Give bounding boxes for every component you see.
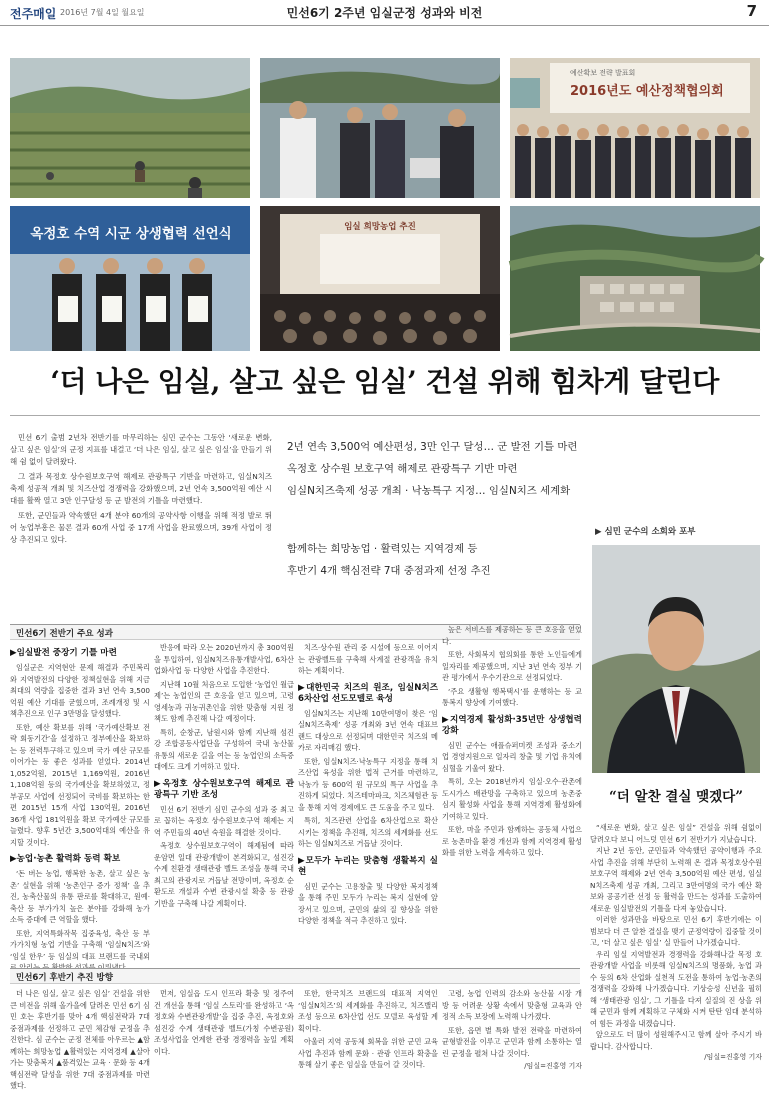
article-paragraph: 심민 군수는 애플슈퍼미켓 조성과 중소기업 경영지원으로 일자리 창출 및 기업 유치에 심혈을 기울여 왔다.: [442, 740, 582, 773]
photo-budget-conference: [510, 58, 760, 198]
article-paragraph: 임실N치즈는 지난해 10만여명이 찾은 ‘임실N치즈축제’ 성공 개최와 3년 연속 대표브랜드 대상으로 선정되며 대한민국 치즈의 메카로 자리매김 했다.: [298, 708, 438, 752]
article-paragraph: 또한, 임실N치즈·낙농특구 지정을 통해 치즈산업 육성을 위한 법적 근거를 마련하고, 낙농가 등 600억 원 규모의 특구 사업을 추진하게 되었다. 치즈테마파크, 치즈체험관 등을 통해 지역 경제에도 큰 도움을 주고 있다.: [298, 756, 438, 812]
article-paragraph: 특히, 순창군, 남원시와 함께 지난해 섬진강 조합공동사업단을 구성하여 국내 농산물 유통의 새로운 길을 여는 등 농업인의 소득증대에도 크게 기여하고 있다.: [154, 727, 294, 771]
section-heading: ▶농업·농촌 활력화 동력 확보: [10, 854, 121, 864]
article-column-3: [298, 642, 438, 962]
article-paragraph: 치즈·상수원 관리 중 시설에 등으로 이어지는 관광벨트를 구축해 사계절 관광객을 유치하는 계획이다.: [298, 643, 438, 675]
direction-column-2: [154, 988, 294, 1094]
photo-seminar-hall: [260, 206, 500, 351]
quote-paragraph: 우리 임실 지역발전과 경쟁력을 강화해나갈 목정 호관광개발 사업을 비롯해 임실N치즈의 명품화, 농업 과수 등의 6차 산업화 실천적 도전을 통하여 농업·농촌의 경쟁력을 강화해 나가겠습니다. 기상승성 신년을 필히 해 ‘생태관광 임실’, 그 기틀을 다져 실질의 진 상을 위해 군민과 함께 계획하고 구체화 시켜 탄탄 임대 분석하여 힘든 과정을 내겠습니다.: [590, 949, 762, 1028]
masthead: 전주매일: [10, 7, 57, 21]
budget-banner-small: 예산확보 전략 발표회: [570, 69, 636, 77]
aerial-view-image: [510, 206, 760, 351]
article-paragraph: 먼저, 임실읍 도시 인프라 확충 및 정주여건 개선을 통해 ‘임실 스토리’를 완성하고 ‘옥정호와 수변관광개발’을 집중 추진, 옥정호와 섬진강 수계 생태관광 벨트(가칭 수변공원) 조성사업을 연계한 관광 경쟁력을 높일 계획이다.: [154, 989, 294, 1056]
article-paragraph: 높은 서비스를 제공하는 등 큰 호응을 얻었다.: [442, 625, 582, 646]
lead-paragraph: 그 결과 목정호 상수원보호구역 해제로 관광특구 기반을 마련하고, 임실N치즈 축제 성공적 개최 및 치즈산업 경쟁력을 강화했으며, 2년 연속 3,500억원 예산 시대를 활짝 열고 3만 인구달성 등 군 발전의 기틀을 마련했다.: [10, 472, 272, 505]
section-heading: ▶임실발전 중장기 기틀 마련: [10, 648, 117, 658]
subheadings-group-1: [287, 436, 587, 502]
article-paragraph: 민선 6기 전반기 심민 군수의 성과 중 최고로 꼽히는 옥정호 상수원보호구역 해제는 지역 주민들의 40년 숙원을 해결한 것이다.: [154, 804, 294, 837]
byline: /임실=진홍영 기자: [524, 1062, 582, 1070]
article-paragraph: 아울러 지역 공동체 회복을 위한 군민 교육 사업 추진과 함께 문화 · 관광 인프라 확충을 통해 살기 좋은 임실을 만들어 갈 것이다.: [298, 1037, 438, 1069]
article-paragraph: 옥정호 상수원보호구역이 해제됨에 따라 운암면 일대 관광개발이 본격화되고, 섬진강 수계 친환경 생태관광 벨트 조성을 통해 국내 최고의 관광지로 거듭날 전망이며, 옥정호 순환도로 개설과 수변 관광시설 확충 등 관광 기반을 구축해 나갈 계획이다.: [154, 841, 294, 908]
quote-title: “더 알찬 결실 맺겠다”: [609, 789, 743, 805]
subheading: 임실N치즈축제 성공 개최 · 낙농특구 지정… 임실N치즈 세계화: [287, 485, 571, 497]
budget-banner-title: 2016년도 예산정책협의회: [570, 84, 724, 99]
article-paragraph: 또한, 사회복지 협의회를 통한 노인들에게 일자리를 제공했으며, 지난 3년 연속 정부 기관 평가에서 우수기관으로 선정되었다.: [442, 650, 582, 682]
article-paragraph: 또한, 지역특화작목 집중육성, 축산 등 부가가치형 농업 기반을 구축해 ‘임실N치즈’와 ‘임실 한우’ 등 임실의 대표 브랜드를 국내외: [10, 928, 150, 961]
section-heading: ▶옥정호 상수원보호구역 해제로 관광특구 기반 조성: [154, 778, 294, 800]
subheading: 옥정호 상수원 보호구역 해제로 관광특구 기반 마련: [287, 463, 518, 475]
photo-aerial-view: [510, 206, 760, 351]
section-heading: ▶지역경제 활성화·35년만 상생협력 강화: [442, 714, 582, 736]
article-column-4: [442, 624, 582, 962]
budget-conference-image: [510, 58, 760, 198]
article-paragraph: 반응에 따라 오는 2020년까지 총 300억원을 투입하여, 임실N치즈유통개발사업, 6차산업화사업 등 다양한 사업을 추진한다.: [154, 643, 294, 675]
article-column-1: [10, 642, 150, 962]
page-header: [0, 0, 769, 26]
subheading: 2년 연속 3,500억 예산편성, 3만 인구 달성… 군 발전 기틀 마련: [287, 441, 578, 453]
article-paragraph: 또한, 마을 주민과 함께하는 공동체 사업으로 농촌마을 환경 개선과 함께 지역경제 활성화를 위한 노력을 계속하고 있다.: [442, 825, 582, 857]
subheading: 함께하는 희망농업 · 활력있는 지역경제 등: [287, 543, 478, 555]
quote-paragraph: “새로운 변화, 살고 싶은 임실” 건설을 위해 쉼없이 달려오다 보니 어느덧 민선 6기 전반기가 지났습니다.: [590, 823, 762, 844]
article-paragraph: 임실군은 지역현안 문제 해결과 주민복리와 지역발전의 다양한 정책실현을 위해 지금 최대의 역량을 집중한 결과 3년 연속 3,500억원 예산 기대를 굳혔으며, 조례개정 및 시책추진으로 인구 3만명을 달성했다.: [10, 663, 150, 718]
portrait-image: [592, 545, 760, 773]
article-paragraph: 또한, 읍면 별 특화 발전 전략을 마련하여 균형발전을 이루고 군민과 함께 소통하는 열린 군정을 펼쳐 나갈 것이다.: [442, 1025, 582, 1058]
page-number: 7: [746, 2, 757, 20]
page-title: 민선6기 2주년 임실군정 성과와 비전: [286, 6, 483, 20]
photo-officials-outdoor: [260, 58, 500, 198]
quote-paragraph: 지난 2년 동안, 군민들과 약속했던 공약이행과 주요 사업 추진을 위해 부단히 노력해 온 결과 목정호상수원보호구역 해제와 2년 연속 3,500억원 예산 편성, 임실N치즈축제 성공 개최, 그리고 3만여명의 국가 예산 확보와 공공기관 선정 등 활력을 만드는 성과를 도출하여 새로운 임실발전의 기틀을 다져 놓았습니다.: [590, 846, 762, 913]
quote-body: [590, 822, 762, 1064]
article-column-2: [154, 642, 294, 962]
officials-outdoor-image: [260, 58, 500, 198]
section-bar-direction: 민선6기 후반기 추진 방향: [10, 968, 580, 984]
divider: [10, 415, 760, 416]
seminar-banner: 임실 희망농업 추진: [344, 222, 416, 232]
article-paragraph: ‘돈 버는 농업, 행복한 농촌, 살고 싶은 농촌’ 실현을 위해 ‘농촌인구 증가 정책’ 을 추진, 농축산물의 유통 판로를 확대하고, 원예·축산 등 부가가치 높은 분야를 강화해 농가 소득 증대에 큰 역할을 했다.: [10, 869, 150, 924]
portrait-caption: ▶ 심민 군수의 소회와 포부: [595, 527, 696, 537]
article-paragraph: 지난해 10월 처음으로 도입한 ‘농업인 월급제’는 농업인의 큰 호응을 얻고 있으며, 고령 영세농과 귀농귀촌인을 위한 맞춤형 지원 정책도 함께 추진해 나갈 예정이다.: [154, 679, 294, 723]
issue-date: 2016년 7월 4일 월요일: [60, 8, 145, 17]
article-paragraph: 특히, 오는 2018년까지 임실·오수·관촌에 도시가스 배관망을 구축하고 있으며 농촌중심지 활성화 사업을 통해 지역경제 활성화에 기여하고 있다.: [442, 777, 582, 821]
signing-banner: 옥정호 수역 시군 상생협력 선언식: [30, 226, 232, 242]
section-heading: ▶대한민국 치즈의 원조, 임실N치즈 6차산업 선도모델로 육성: [298, 682, 438, 704]
article-paragraph: 고령, 농업 인력의 감소와 농산물 시장 개방 등 어려운 상황 속에서 맞춤형 교육과 안정적 소득 보장에 노력해 나가겠다.: [442, 989, 582, 1021]
quote-paragraph: 앞으로도 더 많이 성원해주시고 함께 살아 주시기 바랍니다. 감사합니다.: [590, 1030, 762, 1051]
main-headline: ‘더 나은 임실, 살고 싶은 임실’ 건설 위해 힘차게 달린다: [50, 365, 719, 398]
article-paragraph: 심민 군수는 고용창출 및 다양한 복지정책을 통해 주민 모두가 누리는 복지 실현에 앞장서고 있으며, 군민의 삶의 질 향상을 위한 다양한 정책을 적극 추진하고 있다.: [298, 881, 438, 925]
article-paragraph: 더 나은 임실, 살고 싶은 임실’ 건설을 위한 큰 비전을 위해 올가을에 달려온 민선 6기 심민 호는 후반기를 맞아 4개 핵심전략과 7대 중점과제를 선정하고 군민 체감형 군정을 추진한다. 심 군수는 군정 전체를 아우르는 ▲함께하는 희망농업 ▲활력있는 지역경제 ▲살아가는 맞춤복지 ▲품격있는 교육 · 문화 등 4개 핵심전략 달성을 위한 7대 중점과제를 마련했다.: [10, 989, 150, 1090]
photo-farm-field: [10, 58, 250, 198]
section-bar-achievements: 민선6기 전반기 주요 성과: [10, 624, 580, 640]
farm-field-image: [10, 58, 250, 198]
subheading: 후반기 4개 핵심전략 7대 중점과제 선정 추진: [287, 565, 491, 577]
article-paragraph: 특히, 치즈관련 산업을 6차산업으로 확산시키는 정책을 추진해, 치즈의 세계화를 선도하는 임실N치즈로 거듭날 것이다.: [298, 816, 438, 848]
section-heading: ▶모두가 누리는 맞춤형 생활복지 실현: [298, 855, 438, 877]
lead-paragraph: 민선 6기 출범 2년차 전반기를 마무리하는 심민 군수는 그동안 ‘새로운 변화, 살고 싶은 임실’의 군정 지표를 내걸고 ‘더 나은 임실, 살고 싶은 임실’을 만들기 위해 쉼 없이 달려왔다.: [10, 433, 272, 466]
portrait-photo: [592, 545, 760, 773]
lead-text: [10, 432, 272, 549]
subheadings-group-2: [287, 538, 587, 582]
photo-signing-ceremony: [10, 206, 250, 351]
article-paragraph: 또한, 한국치즈 브랜드의 대표적 지역인 ‘임실N치즈’의 세계화를 추진하고, 치즈밸리 조성 등으로 6차산업 선도 모델로 육성할 계획이다.: [298, 989, 438, 1033]
article-paragraph: ‘주요 생활형 행복택시’를 운행하는 등 교통복지 향상에 기여했다.: [442, 686, 582, 707]
direction-column-3: [298, 988, 438, 1094]
lead-paragraph: 또한, 군민들과 약속했던 4개 분야 60개의 공약사항 이행을 위해 적정 발로 뛰어 농업부흥은 물론 결과 60개 사업 중 17개 사업을 완료했으며, 39개 사업이 정상 추진되고 있다.: [10, 511, 272, 544]
quote-paragraph: 이러한 성과만을 바탕으로 민선 6기 후반기에는 이 범보다 더 큰 알찬 결실을 맺기 군정역량이 집중할 것이고, ‘더 살고 싶은 임실’ 실 만들어 나가겠습니다.: [590, 915, 762, 947]
direction-column-4: [442, 988, 582, 1094]
direction-column-1: [10, 988, 150, 1094]
article-paragraph: 또한, 예산 확보를 위해 ‘국가예산확보 전략 회동기간’을 설정하고 정부예산을 확보하는 등 전력투구하고 있으며 국가 예산 규모를 이어가는 등 좋은 성과를 얻었다. 2014년 1,052억원, 2015년 1,169억원, 2016년 1,108억원 등의 국가예산을 확보하였고, 정부공모 사업에 선정되어 국비를 확보하는 한편 2015년 15개 사업 130억원, 2016년 36개 사업 181억원을 확보 국가예산 규모를 늘렸다. 향후 5년간 3,500억대의 예산을 유지할 것이다.: [10, 722, 150, 847]
byline: /임실=진홍영 기자: [704, 1053, 762, 1061]
